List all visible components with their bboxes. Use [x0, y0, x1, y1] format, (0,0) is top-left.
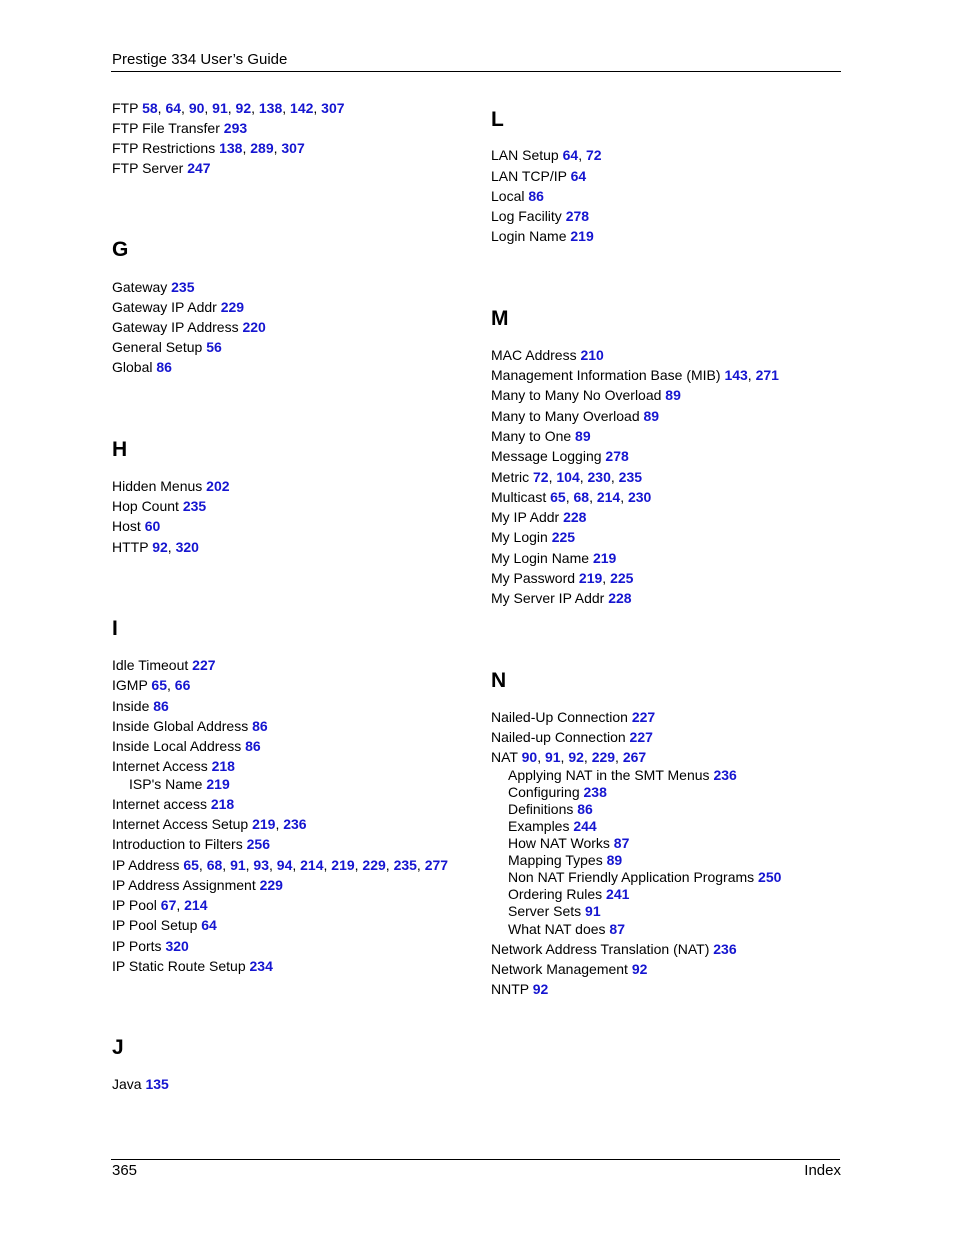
- index-entry: IP Address 65, 68, 91, 93, 94, 214, 219, 229, 235, 277: [112, 857, 449, 873]
- index-term: Nailed-Up Connection: [491, 709, 628, 725]
- index-entry: [491, 729, 653, 746]
- page-link[interactable]: 65: [151, 677, 167, 693]
- index-term: Configuring: [508, 784, 580, 800]
- index-term: Ordering Rules: [508, 886, 603, 902]
- page-link[interactable]: 218: [210, 796, 235, 812]
- page-link[interactable]: 143: [724, 367, 748, 383]
- page-link[interactable]: 219: [206, 776, 230, 792]
- index-entry: [491, 228, 594, 245]
- index-term: Definitions: [508, 801, 574, 817]
- page-link[interactable]: 236: [713, 767, 737, 783]
- index-term: Applying NAT in the SMT Menus: [508, 767, 710, 783]
- page-link[interactable]: 202: [206, 478, 230, 494]
- index-letter-h: H: [112, 438, 128, 461]
- index-term: MAC Address: [491, 347, 577, 363]
- page-link[interactable]: 214: [184, 897, 208, 913]
- page-link[interactable]: 227: [629, 729, 653, 745]
- index-entry: [112, 938, 189, 955]
- index-term: LAN TCP/IP: [491, 168, 567, 184]
- index-letter-m: M: [491, 307, 509, 330]
- index-term: My IP Addr: [491, 509, 560, 525]
- index-entry: Internet Access Setup 219, 236: [112, 816, 307, 832]
- page-link[interactable]: 138: [219, 140, 243, 156]
- page-link[interactable]: 219: [578, 570, 603, 586]
- index-subentry: [508, 767, 737, 784]
- index-subentry: [508, 921, 625, 938]
- page-link[interactable]: 90: [188, 100, 205, 116]
- index-entry: [491, 981, 548, 998]
- page-link[interactable]: 229: [220, 299, 245, 315]
- page-link[interactable]: 89: [575, 428, 591, 444]
- index-term: General Setup: [112, 339, 203, 355]
- index-term: Examples: [508, 818, 570, 834]
- index-letter-i: I: [112, 617, 118, 640]
- page-link[interactable]: 58: [142, 100, 158, 116]
- index-term: My Password: [491, 570, 576, 586]
- index-subentry: [508, 886, 629, 903]
- index-term: IP Static Route Setup: [112, 958, 246, 974]
- index-term: Metric: [491, 469, 530, 485]
- index-term: IP Ports: [112, 938, 162, 954]
- index-term: FTP Restrictions: [112, 140, 216, 156]
- page-link[interactable]: 91: [230, 857, 246, 873]
- index-entry: [112, 958, 273, 975]
- index-entry: [491, 208, 589, 225]
- index-entry: [112, 279, 195, 296]
- page-link[interactable]: 86: [528, 188, 544, 204]
- index-entry: [112, 498, 206, 515]
- page-link[interactable]: 68: [573, 489, 590, 505]
- index-term: My Login: [491, 529, 548, 545]
- index-entry: [491, 529, 575, 546]
- footer-rule: [111, 1159, 840, 1160]
- page-link[interactable]: 225: [610, 570, 634, 586]
- index-term: IGMP: [112, 677, 148, 693]
- index-term: Login Name: [491, 228, 567, 244]
- index-entry: [112, 120, 247, 137]
- page-link[interactable]: 219: [331, 857, 355, 873]
- page-link[interactable]: 219: [592, 550, 617, 566]
- page-link[interactable]: 236: [713, 941, 737, 957]
- page-link[interactable]: 229: [362, 857, 386, 873]
- index-letter-l: L: [491, 108, 504, 131]
- index-entry: NAT 90, 91, 92, 229, 267: [491, 749, 647, 765]
- index-entry: [112, 657, 216, 674]
- index-term: Management Information Base (MIB): [491, 367, 721, 383]
- index-entry: [112, 877, 283, 894]
- index-entry: [491, 590, 632, 607]
- index-entry: [112, 698, 169, 715]
- index-term: Log Facility: [491, 208, 562, 224]
- index-term: Internet access: [112, 796, 207, 812]
- index-entry: HTTP 92, 320: [112, 539, 199, 555]
- page-link[interactable]: 60: [144, 518, 161, 534]
- index-term: Many to Many Overload: [491, 408, 640, 424]
- page-link[interactable]: 278: [565, 208, 590, 224]
- page-link[interactable]: 92: [235, 100, 252, 116]
- index-term: IP Pool: [112, 897, 157, 913]
- index-term: Many to Many No Overload: [491, 387, 662, 403]
- index-entry: FTP 58, 64, 90, 91, 92, 138, 142, 307: [112, 100, 345, 116]
- page-link[interactable]: 86: [153, 698, 169, 714]
- index-entry: [491, 941, 737, 958]
- page-link[interactable]: 91: [212, 100, 228, 116]
- index-subentry: [508, 818, 597, 835]
- index-subentry: [129, 776, 230, 793]
- index-letter-n: N: [491, 669, 507, 692]
- page-link[interactable]: 228: [608, 590, 632, 606]
- index-entry: [112, 478, 230, 495]
- page-link[interactable]: 64: [570, 168, 587, 184]
- index-term: Nailed-up Connection: [491, 729, 626, 745]
- page-link[interactable]: 142: [290, 100, 314, 116]
- index-term: Gateway IP Addr: [112, 299, 217, 315]
- index-letter-j: J: [112, 1036, 124, 1059]
- page-link[interactable]: 104: [556, 469, 580, 485]
- header-rule: [111, 71, 841, 72]
- index-term: Network Management: [491, 961, 628, 977]
- page-link[interactable]: 289: [250, 140, 274, 156]
- page-link[interactable]: 250: [758, 869, 782, 885]
- index-entry: [112, 359, 172, 376]
- index-term: Non NAT Friendly Application Programs: [508, 869, 755, 885]
- index-term: NNTP: [491, 981, 529, 997]
- page-link[interactable]: 247: [187, 160, 211, 176]
- index-entry: Multicast 65, 68, 214, 230: [491, 489, 652, 505]
- index-entry: [491, 509, 586, 526]
- index-term: Hop Count: [112, 498, 179, 514]
- page-link[interactable]: 65: [183, 857, 199, 873]
- index-term: What NAT does: [508, 921, 606, 937]
- index-entry: [491, 408, 659, 425]
- index-entry: [491, 961, 647, 978]
- page-link[interactable]: 87: [609, 921, 625, 937]
- page-link[interactable]: 320: [175, 539, 199, 555]
- page-link[interactable]: 320: [165, 938, 189, 954]
- index-term: FTP: [112, 100, 139, 116]
- page-link[interactable]: 236: [283, 816, 307, 832]
- index-term: Inside Local Address: [112, 738, 242, 754]
- index-subentry: [508, 835, 629, 852]
- page-link[interactable]: 277: [424, 857, 449, 873]
- index-term: Inside Global Address: [112, 718, 249, 734]
- index-entry: [112, 319, 266, 336]
- page-link[interactable]: 225: [551, 529, 576, 545]
- page-link[interactable]: 235: [182, 498, 207, 514]
- page-link[interactable]: 67: [160, 897, 177, 913]
- page-link[interactable]: 235: [618, 469, 643, 485]
- page-link[interactable]: 234: [249, 958, 273, 974]
- page-link[interactable]: 92: [631, 961, 648, 977]
- page-link[interactable]: 210: [580, 347, 604, 363]
- index-entry: [491, 168, 586, 185]
- page-link[interactable]: 230: [627, 489, 652, 505]
- index-term: FTP File Transfer: [112, 120, 220, 136]
- page-link[interactable]: 138: [258, 100, 283, 116]
- index-entry: [112, 299, 244, 316]
- page-link[interactable]: 227: [192, 657, 216, 673]
- page-link[interactable]: 86: [156, 359, 172, 375]
- page-link[interactable]: 86: [245, 738, 261, 754]
- page-link[interactable]: 89: [665, 387, 681, 403]
- index-entry: Management Information Base (MIB) 143, 271: [491, 367, 779, 383]
- page-link[interactable]: 235: [171, 279, 195, 295]
- index-term: Gateway: [112, 279, 168, 295]
- page-link[interactable]: 64: [201, 917, 217, 933]
- page-link[interactable]: 89: [643, 408, 660, 424]
- index-term: My Login Name: [491, 550, 590, 566]
- page-link[interactable]: 86: [577, 801, 593, 817]
- index-term: IP Address Assignment: [112, 877, 256, 893]
- page-link[interactable]: 307: [321, 100, 345, 116]
- index-term: HTTP: [112, 539, 149, 555]
- index-term: Gateway IP Address: [112, 319, 239, 335]
- index-entry: [112, 836, 270, 853]
- page-link[interactable]: 64: [165, 100, 182, 116]
- index-term: LAN Setup: [491, 147, 559, 163]
- page-link[interactable]: 241: [606, 886, 630, 902]
- index-entry: [491, 448, 629, 465]
- page-link[interactable]: 307: [281, 140, 305, 156]
- index-entry: [112, 796, 234, 813]
- index-entry: [112, 738, 261, 755]
- page-link[interactable]: 267: [622, 749, 647, 765]
- index-term: Message Logging: [491, 448, 602, 464]
- index-term: NAT: [491, 749, 518, 765]
- index-subentry: [508, 852, 622, 869]
- index-term: Global: [112, 359, 153, 375]
- index-term: Java: [112, 1076, 142, 1092]
- index-term: Idle Timeout: [112, 657, 189, 673]
- index-term: How NAT Works: [508, 835, 610, 851]
- page-link[interactable]: 220: [242, 319, 266, 335]
- index-term: Many to One: [491, 428, 572, 444]
- index-subentry: [508, 801, 593, 818]
- page-link[interactable]: 214: [300, 857, 324, 873]
- index-entry: [112, 160, 211, 177]
- index-entry: Metric 72, 104, 230, 235: [491, 469, 643, 485]
- index-entry: IP Pool 67, 214: [112, 897, 208, 913]
- index-subentry: [508, 869, 781, 886]
- page-link[interactable]: 229: [259, 877, 283, 893]
- index-entry: [112, 917, 217, 934]
- index-entry: IGMP 65, 66: [112, 677, 191, 693]
- page-link[interactable]: 66: [174, 677, 191, 693]
- index-term: Mapping Types: [508, 852, 603, 868]
- index-term: FTP Server: [112, 160, 184, 176]
- page-link[interactable]: 64: [562, 147, 579, 163]
- page-link[interactable]: 135: [145, 1076, 169, 1092]
- page-link[interactable]: 278: [605, 448, 629, 464]
- index-term: Internet Access: [112, 758, 208, 774]
- index-entry: [112, 1076, 169, 1093]
- index-term: Hidden Menus: [112, 478, 203, 494]
- page-link[interactable]: 238: [583, 784, 607, 800]
- index-entry: [112, 518, 160, 535]
- page-link[interactable]: 293: [223, 120, 248, 136]
- index-term: IP Address: [112, 857, 180, 873]
- index-term: Local: [491, 188, 525, 204]
- index-entry: My Password 219, 225: [491, 570, 634, 586]
- index-term: Multicast: [491, 489, 547, 505]
- index-term: Inside: [112, 698, 150, 714]
- page-link[interactable]: 91: [544, 749, 561, 765]
- index-entry: [112, 339, 222, 356]
- index-entry: [491, 550, 616, 567]
- index-entry: [112, 758, 235, 775]
- page-link[interactable]: 214: [596, 489, 621, 505]
- page-link[interactable]: 94: [276, 857, 293, 873]
- page-link[interactable]: 72: [585, 147, 602, 163]
- index-entry: [112, 718, 268, 735]
- index-term: IP Pool Setup: [112, 917, 198, 933]
- index-entry: [491, 188, 544, 205]
- index-entry: FTP Restrictions 138, 289, 307: [112, 140, 305, 156]
- footer-section: Index: [804, 1162, 841, 1179]
- page-link[interactable]: 256: [246, 836, 270, 852]
- page-link[interactable]: 93: [253, 857, 269, 873]
- page-link[interactable]: 68: [206, 857, 223, 873]
- page-link[interactable]: 244: [573, 818, 597, 834]
- page-link[interactable]: 92: [532, 981, 549, 997]
- page-link[interactable]: 228: [563, 509, 587, 525]
- index-term: Server Sets: [508, 903, 582, 919]
- page-link[interactable]: 235: [393, 857, 417, 873]
- page-link[interactable]: 72: [533, 469, 549, 485]
- index-entry: [491, 428, 591, 445]
- running-header: Prestige 334 User’s Guide: [112, 51, 288, 68]
- page-link[interactable]: 229: [591, 749, 616, 765]
- index-entry: [491, 709, 655, 726]
- index-term: Introduction to Filters: [112, 836, 243, 852]
- index-term: Network Address Translation (NAT): [491, 941, 710, 957]
- index-subentry: [508, 903, 601, 920]
- page-link[interactable]: 92: [152, 539, 168, 555]
- index-entry: [491, 347, 604, 364]
- page-link[interactable]: 89: [606, 852, 623, 868]
- page-link[interactable]: 218: [211, 758, 235, 774]
- page-link[interactable]: 90: [521, 749, 538, 765]
- page-link[interactable]: 227: [631, 709, 656, 725]
- page-link[interactable]: 271: [755, 367, 779, 383]
- index-term: Internet Access Setup: [112, 816, 249, 832]
- page-link[interactable]: 219: [252, 816, 276, 832]
- page-link[interactable]: 56: [206, 339, 222, 355]
- page-link[interactable]: 230: [587, 469, 611, 485]
- page-link[interactable]: 86: [252, 718, 268, 734]
- index-subentry: [508, 784, 607, 801]
- page-link[interactable]: 65: [550, 489, 566, 505]
- index-entry: LAN Setup 64, 72: [491, 147, 602, 163]
- index-term: My Server IP Addr: [491, 590, 605, 606]
- index-entry: [491, 387, 681, 404]
- page-link[interactable]: 219: [570, 228, 594, 244]
- index-letter-g: G: [112, 238, 129, 261]
- page-link[interactable]: 87: [613, 835, 630, 851]
- page-number: 365: [112, 1162, 138, 1179]
- page-link[interactable]: 91: [585, 903, 601, 919]
- page-link[interactable]: 92: [568, 749, 584, 765]
- index-term: Host: [112, 518, 141, 534]
- index-term: ISP's Name: [129, 776, 203, 792]
